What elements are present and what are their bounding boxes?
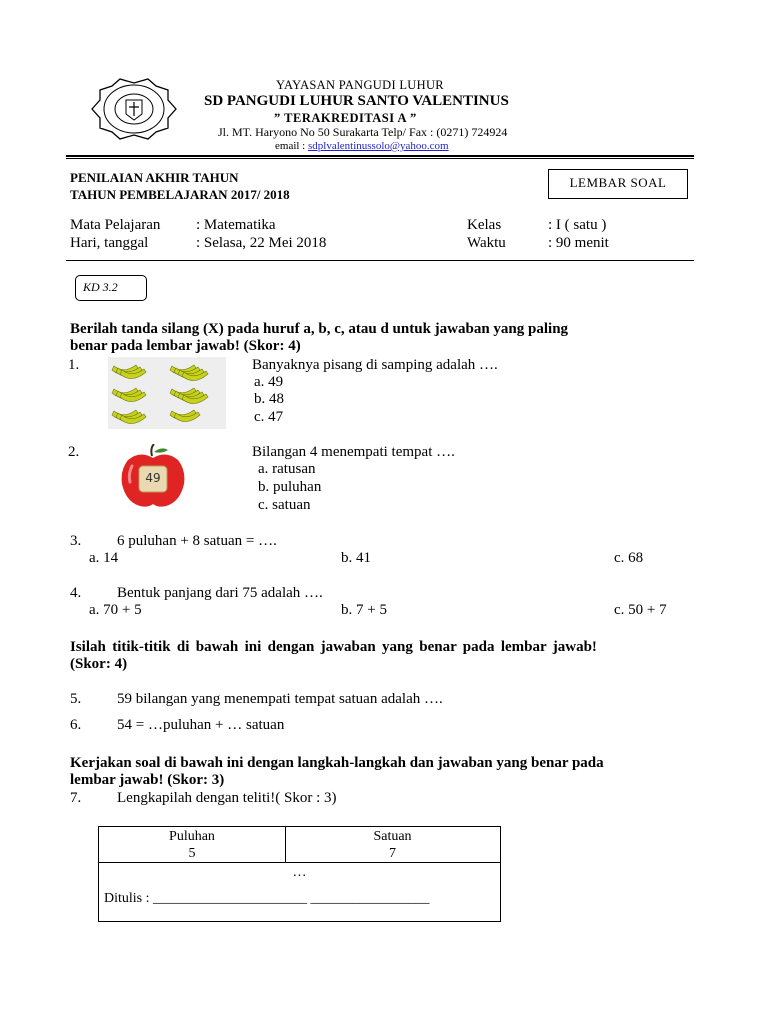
exam-title: PENILAIAN AKHIR TAHUN: [70, 170, 239, 185]
accreditation: ” TERAKREDITASI A ”: [274, 111, 417, 125]
subject-label: Mata Pelajaran: [70, 217, 161, 233]
q5-number: 5.: [70, 691, 82, 707]
q2-text: Bilangan 4 menempati tempat ….: [252, 444, 455, 460]
q4-number: 4.: [70, 585, 82, 601]
sheet-label-box: [548, 169, 688, 199]
puluhan-header: Puluhan: [169, 829, 215, 844]
kd-box: KD 3.2: [75, 275, 147, 301]
q7-text: Lengkapilah dengan teliti!( Skor : 3): [117, 790, 337, 806]
apple-number: 49: [145, 471, 161, 485]
table-ellipsis: …: [292, 865, 307, 880]
header-divider-thick: [66, 155, 694, 157]
q1-number: 1.: [68, 357, 80, 373]
email-line: [275, 140, 449, 152]
q6-text: 54 = …puluhan + … satuan: [117, 717, 285, 733]
place-value-table: [98, 826, 501, 922]
banana-icon: [108, 357, 226, 429]
q4-option-a: a. 70 + 5: [89, 602, 142, 618]
q2-option-c: c. satuan: [258, 497, 311, 513]
sheet-label: LEMBAR SOAL: [569, 175, 667, 190]
satuan-value: 7: [389, 846, 396, 861]
section2-instruction-line2: (Skor: 4): [70, 656, 128, 672]
date-label: Hari, tanggal: [70, 235, 149, 251]
q4-option-b: b. 7 + 5: [341, 602, 387, 618]
q3-number: 3.: [70, 533, 82, 549]
email-link[interactable]: sdplvalentinussolo@yahoo.com: [308, 140, 449, 152]
class-label: Kelas: [467, 217, 502, 233]
section3-instruction-line1: Kerjakan soal di bawah ini dengan langkah-langkah dan jawaban yang benar pada: [70, 755, 604, 771]
q3-option-c: c. 68: [614, 550, 644, 566]
exam-year: TAHUN PEMBELAJARAN 2017/ 2018: [70, 187, 290, 202]
banana-picture: [108, 357, 226, 429]
time-label: Waktu: [467, 235, 506, 251]
q1-option-b: b. 48: [254, 391, 284, 407]
q5-text: 59 bilangan yang menempati tempat satuan adalah ….: [117, 691, 443, 707]
school-logo: [88, 76, 180, 142]
email-label: email :: [275, 140, 306, 152]
school-name: SD PANGUDI LUHUR SANTO VALENTINUS: [204, 93, 509, 109]
q2-option-b: b. puluhan: [258, 479, 322, 495]
section1-instruction-line1: Berilah tanda silang (X) pada huruf a, b, c, atau d untuk jawaban yang paling: [70, 321, 569, 337]
info-divider: [66, 260, 694, 261]
q7-number: 7.: [70, 790, 82, 806]
subject-value: : Matematika: [196, 217, 276, 233]
foundation-name: YAYASAN PANGUDI LUHUR: [276, 78, 444, 92]
q1-option-c: c. 47: [254, 409, 284, 425]
section1-instruction-line2: benar pada lembar jawab! (Skor: 4): [70, 338, 301, 354]
section3-instruction-line2: lembar jawab! (Skor: 3): [70, 772, 225, 788]
apple-picture: [118, 444, 188, 510]
table-row-divider: [99, 862, 500, 863]
school-address: Jl. MT. Haryono No 50 Surakarta Telp/ Fax : (0271) 724924: [218, 125, 508, 139]
header-divider-thin: [66, 158, 694, 159]
puluhan-value: 5: [188, 846, 196, 861]
q3-option-b: b. 41: [341, 550, 371, 566]
q4-option-c: c. 50 + 7: [614, 602, 667, 618]
time-value: : 90 menit: [548, 235, 609, 251]
q4-text: Bentuk panjang dari 75 adalah ….: [117, 585, 323, 601]
q1-text: Banyaknya pisang di samping adalah ….: [252, 357, 498, 373]
date-value: : Selasa, 22 Mei 2018: [196, 235, 327, 251]
satuan-header: Satuan: [373, 829, 412, 844]
q2-number: 2.: [68, 444, 80, 460]
ditulis-line: Ditulis : ______________________ _________________: [104, 891, 430, 906]
q6-number: 6.: [70, 717, 82, 733]
q2-option-a: a. ratusan: [258, 461, 316, 477]
class-value: : I ( satu ): [548, 217, 607, 233]
q3-text: 6 puluhan + 8 satuan = ….: [117, 533, 277, 549]
q1-option-a: a. 49: [254, 374, 284, 390]
section2-instruction-line1: Isilah titik-titik di bawah ini dengan jawaban yang benar pada lembar jawab!: [70, 639, 597, 655]
q3-option-a: a. 14: [89, 550, 119, 566]
